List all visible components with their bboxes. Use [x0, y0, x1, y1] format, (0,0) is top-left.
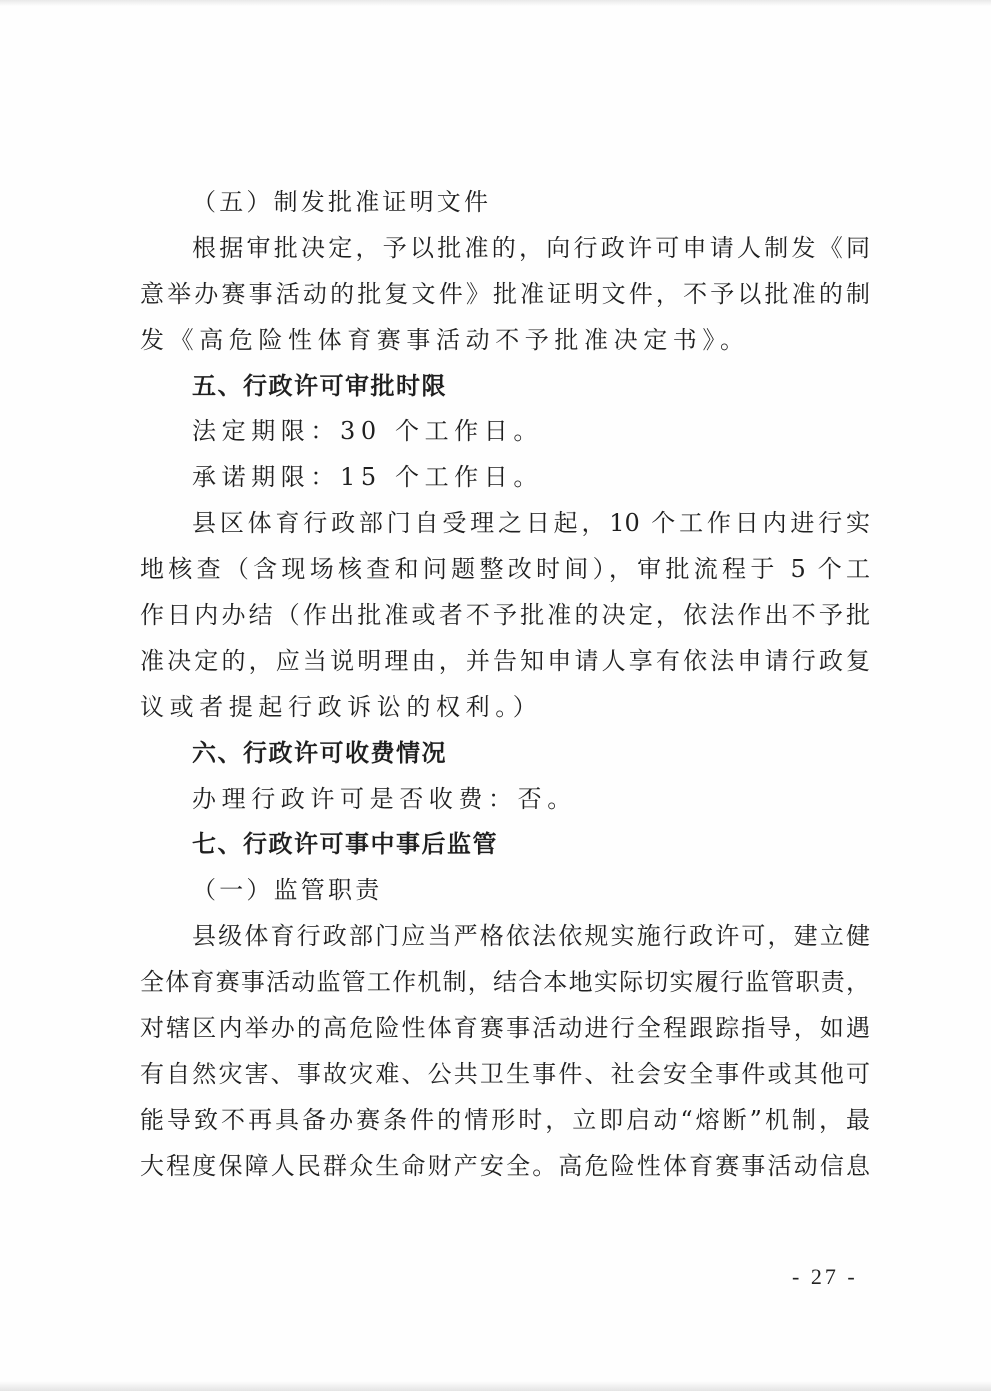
paragraph-line: 意举办赛事活动的批复文件》批准证明文件，不予以批准的制 — [140, 279, 870, 308]
legal-limit-line: 法定期限：30 个工作日。 — [192, 417, 543, 446]
paragraph-line: 县级体育行政部门应当严格依法依规实施行政许可，建立健 — [192, 922, 870, 951]
paragraph-line: 对辖区内举办的高危险性体育赛事活动进行全程跟踪指导，如遇 — [140, 1014, 870, 1043]
section-subheading-5: （五）制发批准证明文件 — [192, 188, 492, 216]
paragraph-line: 大程度保障人民群众生命财产安全。高危险性体育赛事活动信息 — [140, 1151, 870, 1180]
section-heading-7: 七、行政许可事中事后监管 — [192, 830, 498, 859]
paragraph-line: 全体育赛事活动监管工作机制，结合本地实际切实履行监管职责， — [140, 968, 870, 997]
paragraph-line: 根据审批决定，予以批准的，向行政许可申请人制发《同 — [192, 233, 870, 262]
fee-line: 办理行政许可是否收费：否。 — [192, 784, 577, 813]
page-number: - 27 - — [792, 1264, 858, 1289]
paragraph-line: 发《高危险性体育赛事活动不予批准决定书》。 — [140, 325, 750, 354]
section-heading-5: 五、行政许可审批时限 — [192, 371, 447, 400]
section-heading-6: 六、行政许可收费情况 — [192, 738, 447, 767]
document-body — [140, 180, 870, 1190]
paragraph-line: 地核查（含现场核查和问题整改时间），审批流程于 5 个工 — [140, 555, 870, 584]
promise-limit-line: 承诺期限：15 个工作日。 — [192, 463, 543, 492]
paragraph-line: 议或者提起行政诉讼的权利。） — [140, 692, 543, 721]
paragraph-line: 有自然灾害、事故灾难、公共卫生事件、社会安全事件或其他可 — [140, 1059, 870, 1088]
scan-edge-top — [0, 0, 991, 6]
paragraph-line: 作日内办结（作出批准或者不予批准的决定，依法作出不予批 — [140, 601, 870, 630]
scan-edge-bottom — [0, 1381, 991, 1391]
subsection-heading-1: （一）监管职责 — [192, 876, 383, 905]
paragraph-line: 县区体育行政部门自受理之日起，10 个工作日内进行实 — [192, 509, 870, 538]
paragraph-line: 能导致不再具备办赛条件的情形时，立即启动“熔断”机制，最 — [140, 1105, 870, 1134]
paragraph-line: 准决定的，应当说明理由，并告知申请人享有依法申请行政复 — [140, 646, 870, 675]
